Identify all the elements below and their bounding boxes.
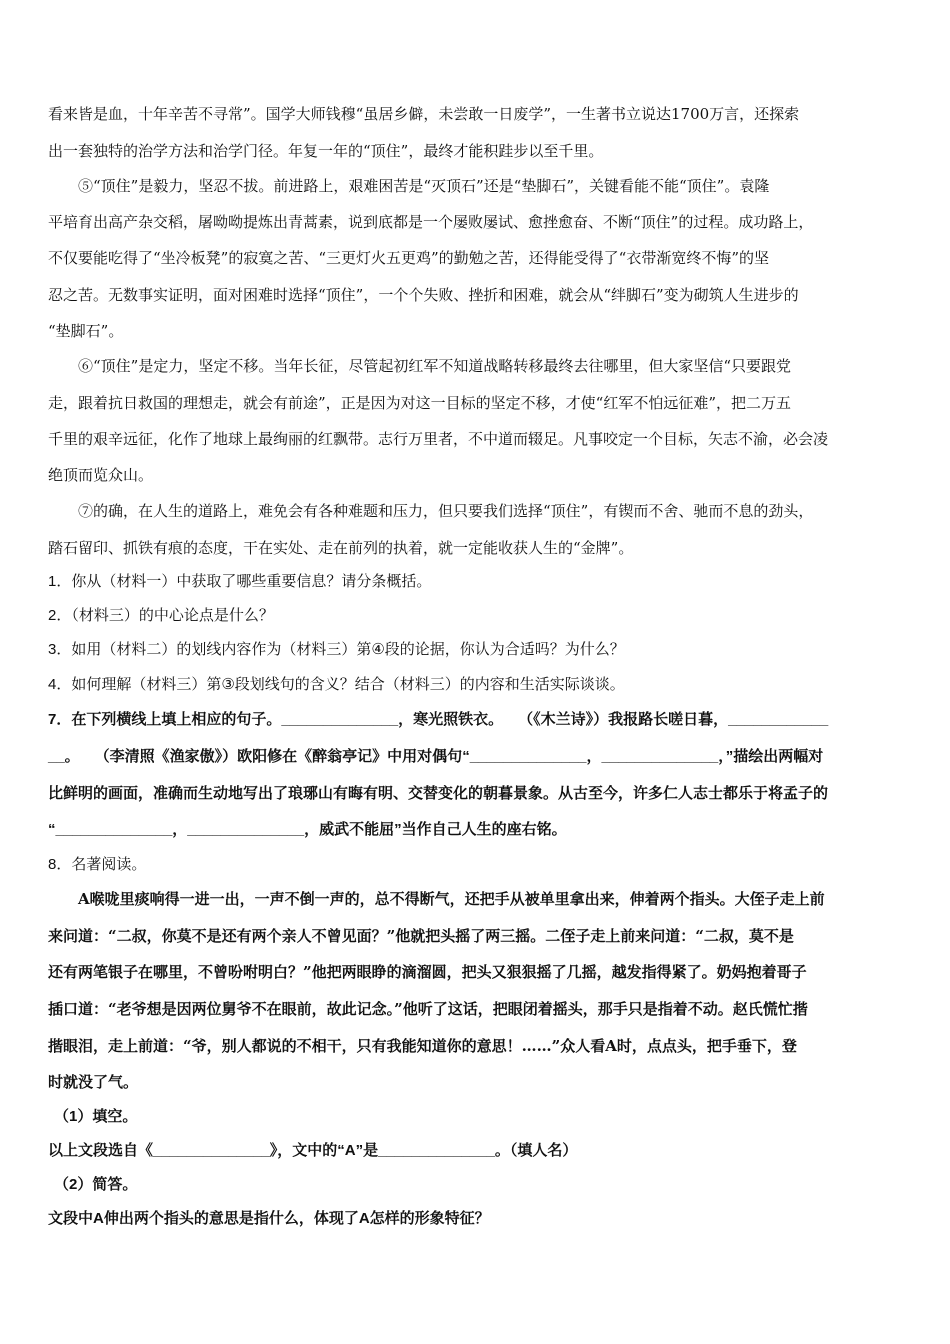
passage-paragraph-5: ⑤“顶住”是毅力，坚忍不拔。前进路上，艰难困苦是“灭顶石”还是“垫脚石”，关键看能不能“顶住”。袁隆 (78, 177, 770, 195)
excerpt-line: A喉咙里痰响得一进一出，一声不倒一声的，总不得断气，还把手从被单里拿出来，伸着两个指头。大侄子走上前 (78, 890, 825, 908)
passage-line: 出一套独特的治学方法和治学门径。年复一年的“顶住”，最终才能积跬步以至千里。 (48, 142, 604, 160)
passage-line: 不仅要能吃得了“坐冷板凳”的寂寞之苦、“三更灯火五更鸡”的勤勉之苦，还得能受得了“衣带渐宽终不悔”的坚 (48, 249, 770, 267)
question-4: 4．如何理解（材料三）第③段划线句的含义？结合（材料三）的内容和生活实际谈谈。 (48, 676, 625, 693)
sub-question-1-label: （1）填空。 (54, 1108, 138, 1125)
passage-line: 绝顶而览众山。 (48, 466, 154, 484)
passage-line: 看来皆是血，十年辛苦不寻常”。国学大师钱穆“虽居乡僻，未尝敢一日废学”，一生著书立说达1700万言，还探索 (48, 105, 800, 123)
excerpt-line: 还有两笔银子在哪里，不曾吩咐明白？”他把两眼睁的滴溜圆，把头又狠狠摇了几摇，越发指得紧了。奶妈抱着哥子 (48, 963, 807, 981)
question-7-line: __。 （李清照《渔家傲》）欧阳修在《醉翁亭记》中用对偶句“______________，______________，”描绘出两幅对 (48, 748, 824, 765)
passage-line: 走，跟着抗日救国的理想走，就会有前途”，正是因为对这一目标的坚定不移，才使“红军不怕远征难”，把二万五 (48, 394, 792, 412)
passage-line: 踏石留印、抓铁有痕的态度，干在实处、走在前列的执着，就一定能收获人生的“金牌”。 (48, 539, 634, 557)
passage-line: 平培育出高产杂交稻，屠呦呦提炼出青蒿素，说到底都是一个屡败屡试、愈挫愈奋、不断“顶住”的过程。成功路上， (48, 213, 814, 231)
question-1: 1．你从（材料一）中获取了哪些重要信息？请分条概括。 (48, 573, 432, 590)
question-7-line: “______________，______________，威武不能屈”当作自己人生的座右铭。 (48, 821, 567, 838)
passage-line: 千里的艰辛远征，化作了地球上最绚丽的红飘带。志行万里者，不中道而辍足。凡事咬定一个目标，矢志不渝，必会凌 (48, 430, 829, 448)
sub-question-2-label: （2）简答。 (54, 1176, 138, 1193)
question-7-line: 比鲜明的画面，准确而生动地写出了琅琊山有晦有明、交替变化的朝暮景象。从古至今，许多仁人志士都乐于将孟子的 (48, 785, 829, 802)
sub-question-1-text: 以上文段选自《______________》，文中的“A”是______________。（填人名） (48, 1142, 578, 1159)
excerpt-line: 插口道：“老爷想是因两位舅爷不在眼前，故此记念。”他听了这话，把眼闭着摇头，那手只是指着不动。赵氏慌忙揩 (48, 1000, 808, 1018)
question-3: 3．如用（材料二）的划线内容作为（材料三）第④段的论据，你认为合适吗？为什么？ (48, 641, 625, 658)
passage-paragraph-6: ⑥“顶住”是定力，坚定不移。当年长征，尽管起初红军不知道战略转移最终去往哪里，但大家坚信“只要跟党 (78, 357, 792, 375)
passage-paragraph-7: ⑦的确，在人生的道路上，难免会有各种难题和压力，但只要我们选择“顶住”，有锲而不舍、驰而不息的劲头， (78, 502, 814, 520)
question-8-heading: 8．名著阅读。 (48, 856, 147, 873)
excerpt-line: 时就没了气。 (48, 1073, 139, 1091)
excerpt-line: 来问道：“二叔，你莫不是还有两个亲人不曾见面？”他就把头摇了两三摇。二侄子走上前来问道：“二叔，莫不是 (48, 927, 794, 945)
excerpt-line: 揩眼泪，走上前道：“爷，别人都说的不相干，只有我能知道你的意思！……”众人看A时，点点头，把手垂下，登 (48, 1037, 797, 1055)
question-7-line: 7．在下列横线上填上相应的句子。______________，寒光照铁衣。 （《木兰诗》）我报路长嗟日暮，____________ (48, 711, 829, 728)
sub-question-2-text: 文段中A伸出两个指头的意思是指什么，体现了A怎样的形象特征？ (48, 1210, 490, 1227)
passage-line: “垫脚石”。 (48, 322, 124, 340)
passage-line: 忍之苦。无数事实证明，面对困难时选择“顶住”，一个个失败、挫折和困难，就会从“绊脚石”变为砌筑人生进步的 (48, 286, 799, 304)
question-2: 2．（材料三）的中心论点是什么？ (48, 607, 274, 624)
